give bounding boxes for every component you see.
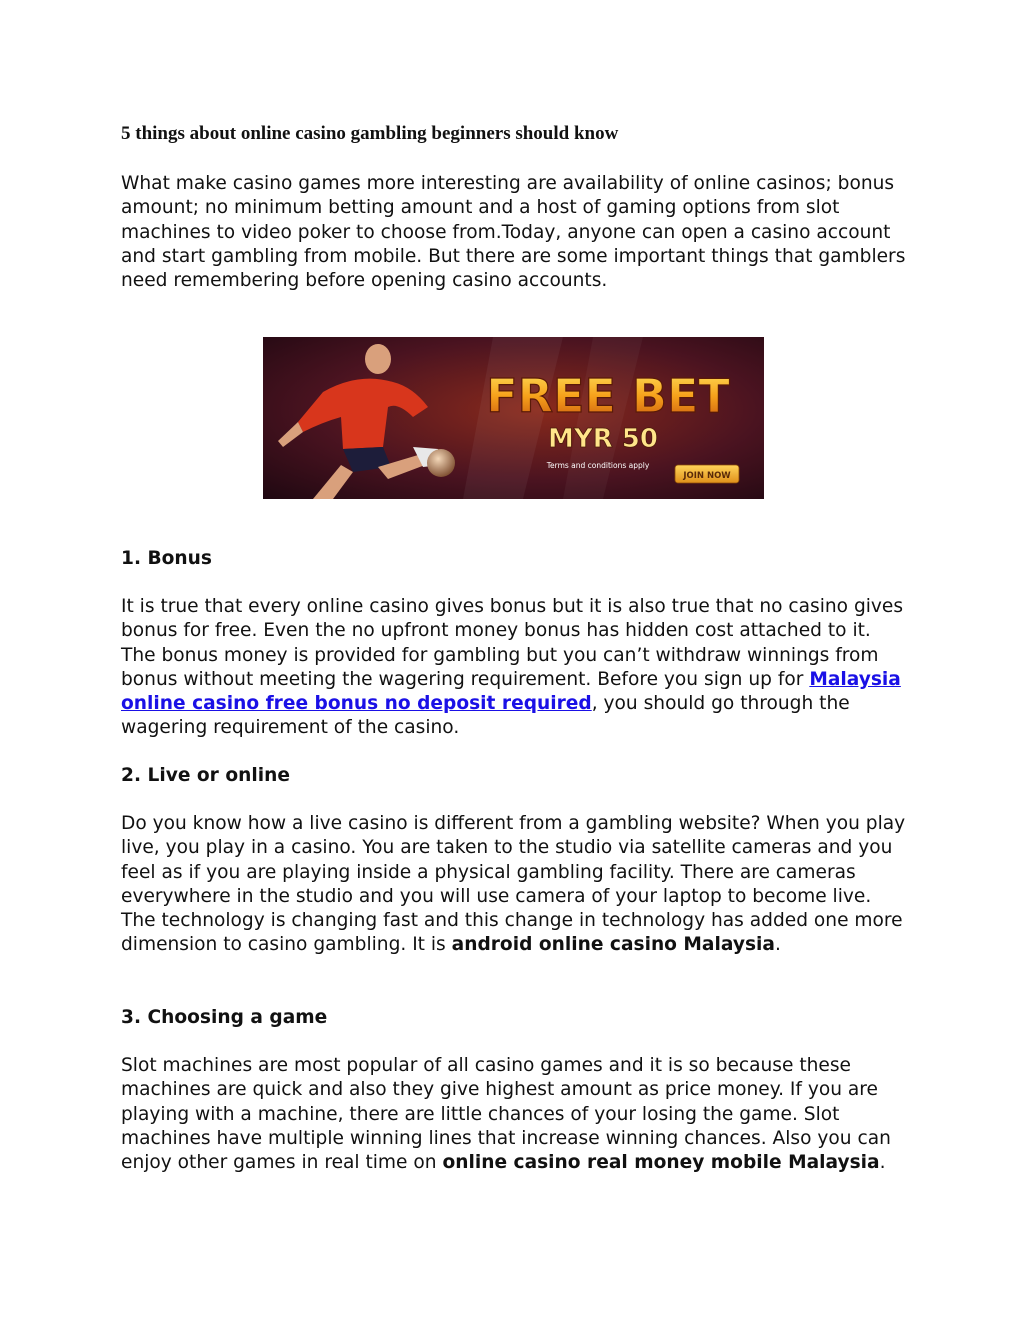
section-heading-bonus: 1. Bonus — [121, 548, 212, 569]
live-bold-text: android online casino Malaysia — [451, 934, 775, 956]
game-text-post: . — [879, 1152, 886, 1174]
section-heading-live: 2. Live or online — [121, 765, 290, 786]
banner-terms: Terms and conditions apply — [546, 461, 650, 470]
section-body-live — [121, 812, 911, 958]
article-title: 5 things about online casino gambling beginners should know — [121, 123, 619, 144]
section-body-game — [121, 1054, 911, 1175]
banner-headline: FREE BET — [486, 369, 730, 423]
live-text-pre: Do you know how a live casino is different from a gambling website? When you play live, you play in a casino. You are taken to the studio via satellite cameras and you feel as if you are playing inside a physical gambling facility. There are cameras everywhere in the studio and you will use camera of your laptop to become live. The technology is changing fast and this change in technology has added one more dimension to casino gambling. It is — [121, 813, 906, 956]
live-text-post: . — [774, 934, 781, 956]
free-bet-banner[interactable] — [263, 337, 764, 499]
banner-image — [263, 337, 764, 499]
intro-paragraph: What make casino games more interesting are availability of online casinos; bonus amount; no minimum betting amount and a host of gaming options from slot machines to video poker to choose from.Today, anyone can open a casino account and start gambling from mobile. But there are some important things that gamblers need remembering before opening casino accounts. — [121, 173, 906, 292]
section-body-bonus — [121, 595, 911, 741]
game-text-pre: Slot machines are most popular of all casino games and it is so because these machines are quick and also they give highest amount as price money. If you are playing with a machine, there are little chances of your losing the game. Slot machines have multiple winning lines that increase winning chances. Also you can enjoy other games in real time on — [121, 1055, 891, 1174]
football-icon — [427, 449, 455, 477]
section-heading-game: 3. Choosing a game — [121, 1007, 328, 1028]
join-now-button[interactable] — [675, 465, 739, 483]
banner-amount: MYR 50 — [548, 424, 658, 454]
bonus-text-post: , you should go through the wagering requirement of the casino. — [121, 693, 850, 739]
bonus-text-pre: It is true that every online casino gives bonus but it is also true that no casino gives bonus for free. Even the no upfront money bonus has hidden cost attached to it. The bonus money is provided for gambling but you can’t withdraw winnings from bonus without meeting the wagering requirement. Before you sign up for — [121, 596, 904, 690]
bonus-link[interactable]: Malaysia online casino free bonus no deposit required — [121, 668, 901, 715]
join-now-label: JOIN NOW — [683, 471, 731, 481]
game-bold-text: online casino real money mobile Malaysia — [442, 1152, 880, 1174]
